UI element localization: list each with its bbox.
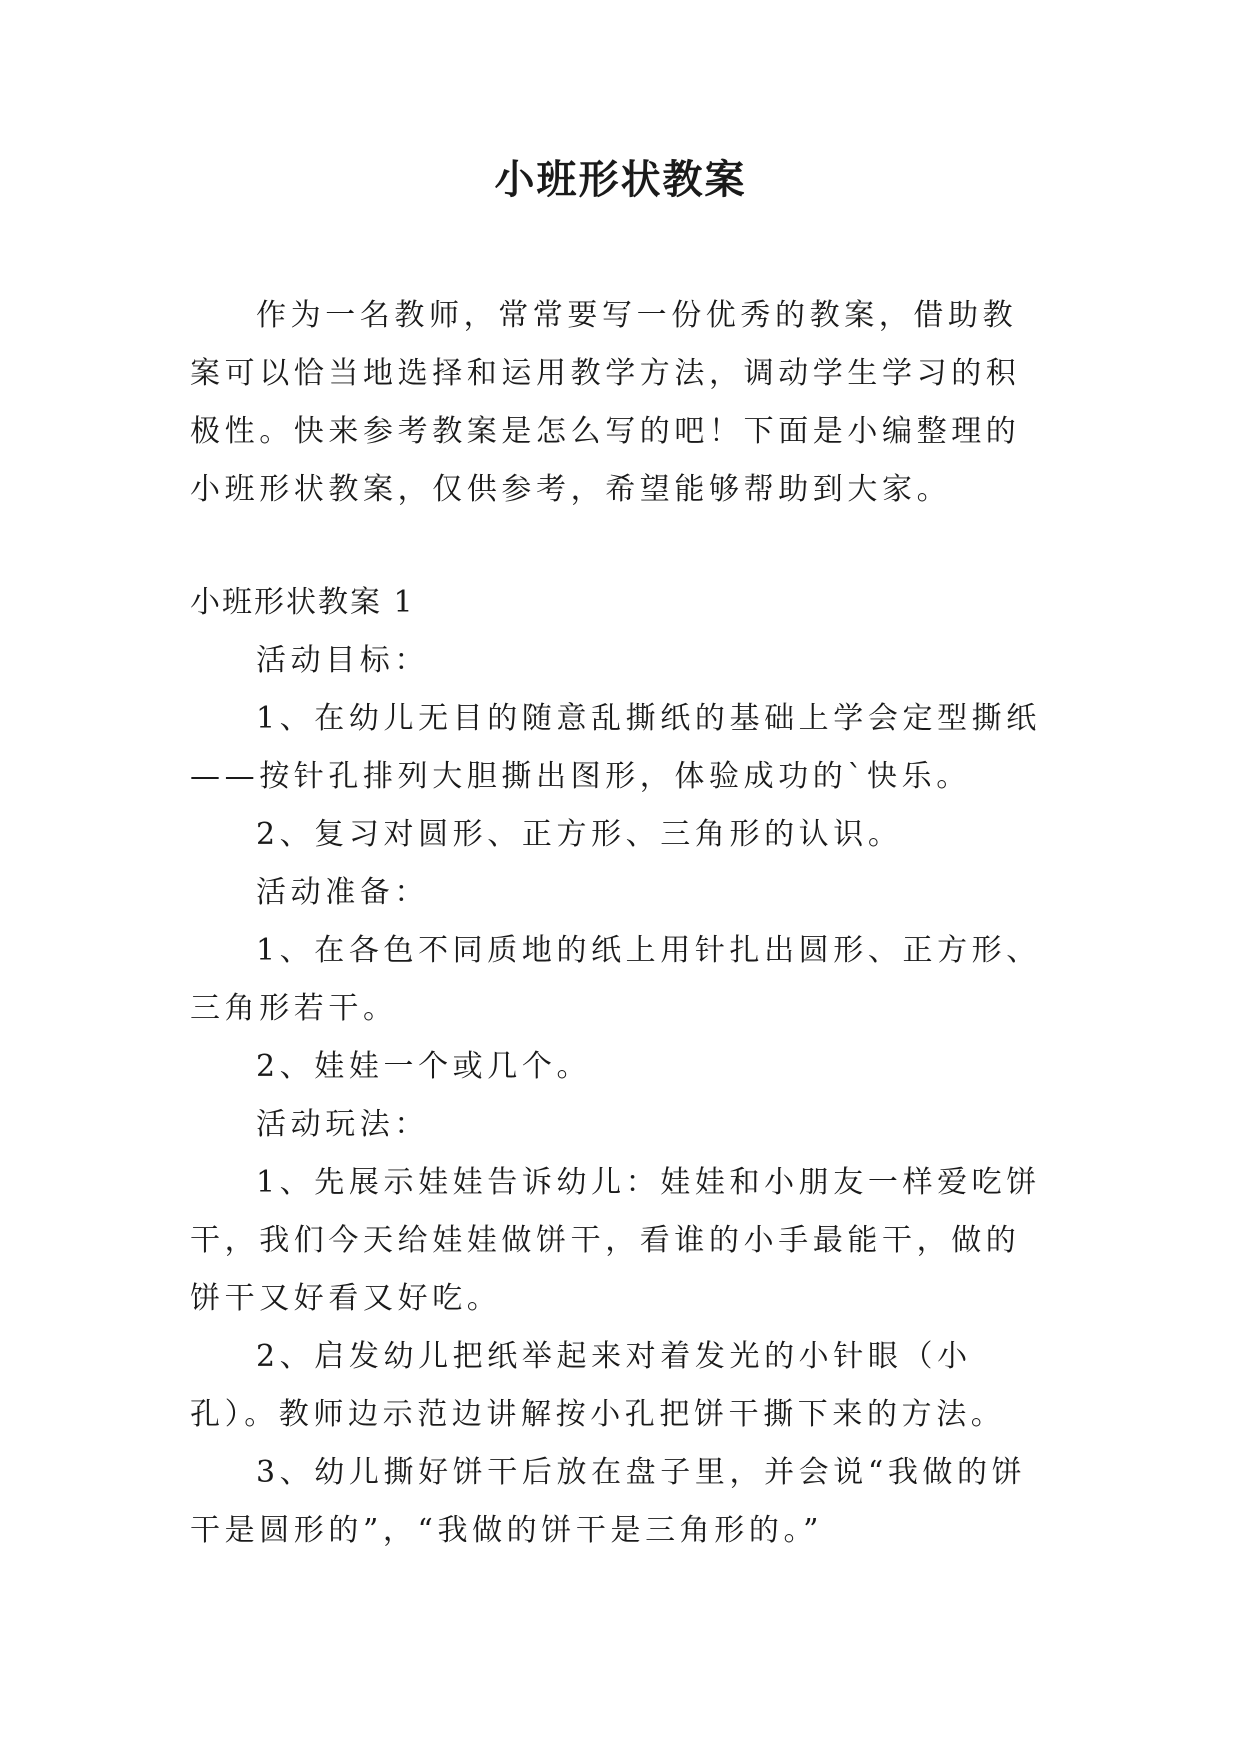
- preparation-item-1: 1、在各色不同质地的纸上用针扎出圆形、正方形、三角形若干。: [190, 933, 1041, 1026]
- activity-goals-heading: 活动目标：: [256, 643, 429, 678]
- goal-item-2: 2、复习对圆形、正方形、三角形的认识。: [256, 817, 903, 852]
- page-title: 小班形状教案: [494, 156, 747, 203]
- method-item-1: 1、先展示娃娃告诉幼儿：娃娃和小朋友一样爱吃饼干，我们今天给娃娃做饼干，看谁的小手最能干，做的饼干又好看又好吃。: [190, 1165, 1041, 1316]
- section-heading: 小班形状教案 1: [190, 585, 415, 620]
- activity-method-heading: 活动玩法：: [256, 1107, 429, 1142]
- activity-preparation-heading: 活动准备：: [256, 875, 429, 910]
- goal-item-1: 1、在幼儿无目的随意乱撕纸的基础上学会定型撕纸——按针孔排列大胆撕出图形，体验成功的`快乐。: [190, 701, 1041, 794]
- method-item-2: 2、启发幼儿把纸举起来对着发光的小针眼（小孔）。教师边示范边讲解按小孔把饼干撕下来的方法。: [190, 1339, 1006, 1432]
- document-body: [190, 574, 1051, 1560]
- method-item-3: 3、幼儿撕好饼干后放在盘子里，并会说“我做的饼干是圆形的”，“我做的饼干是三角形的。”: [190, 1455, 1027, 1548]
- preparation-item-2: 2、娃娃一个或几个。: [256, 1049, 592, 1084]
- intro-paragraph: 作为一名教师，常常要写一份优秀的教案，借助教案可以恰当地选择和运用教学方法，调动学生学习的积极性。快来参考教案是怎么写的吧！下面是小编整理的小班形状教案，仅供参考，希望能够帮助到大家。: [190, 298, 1021, 507]
